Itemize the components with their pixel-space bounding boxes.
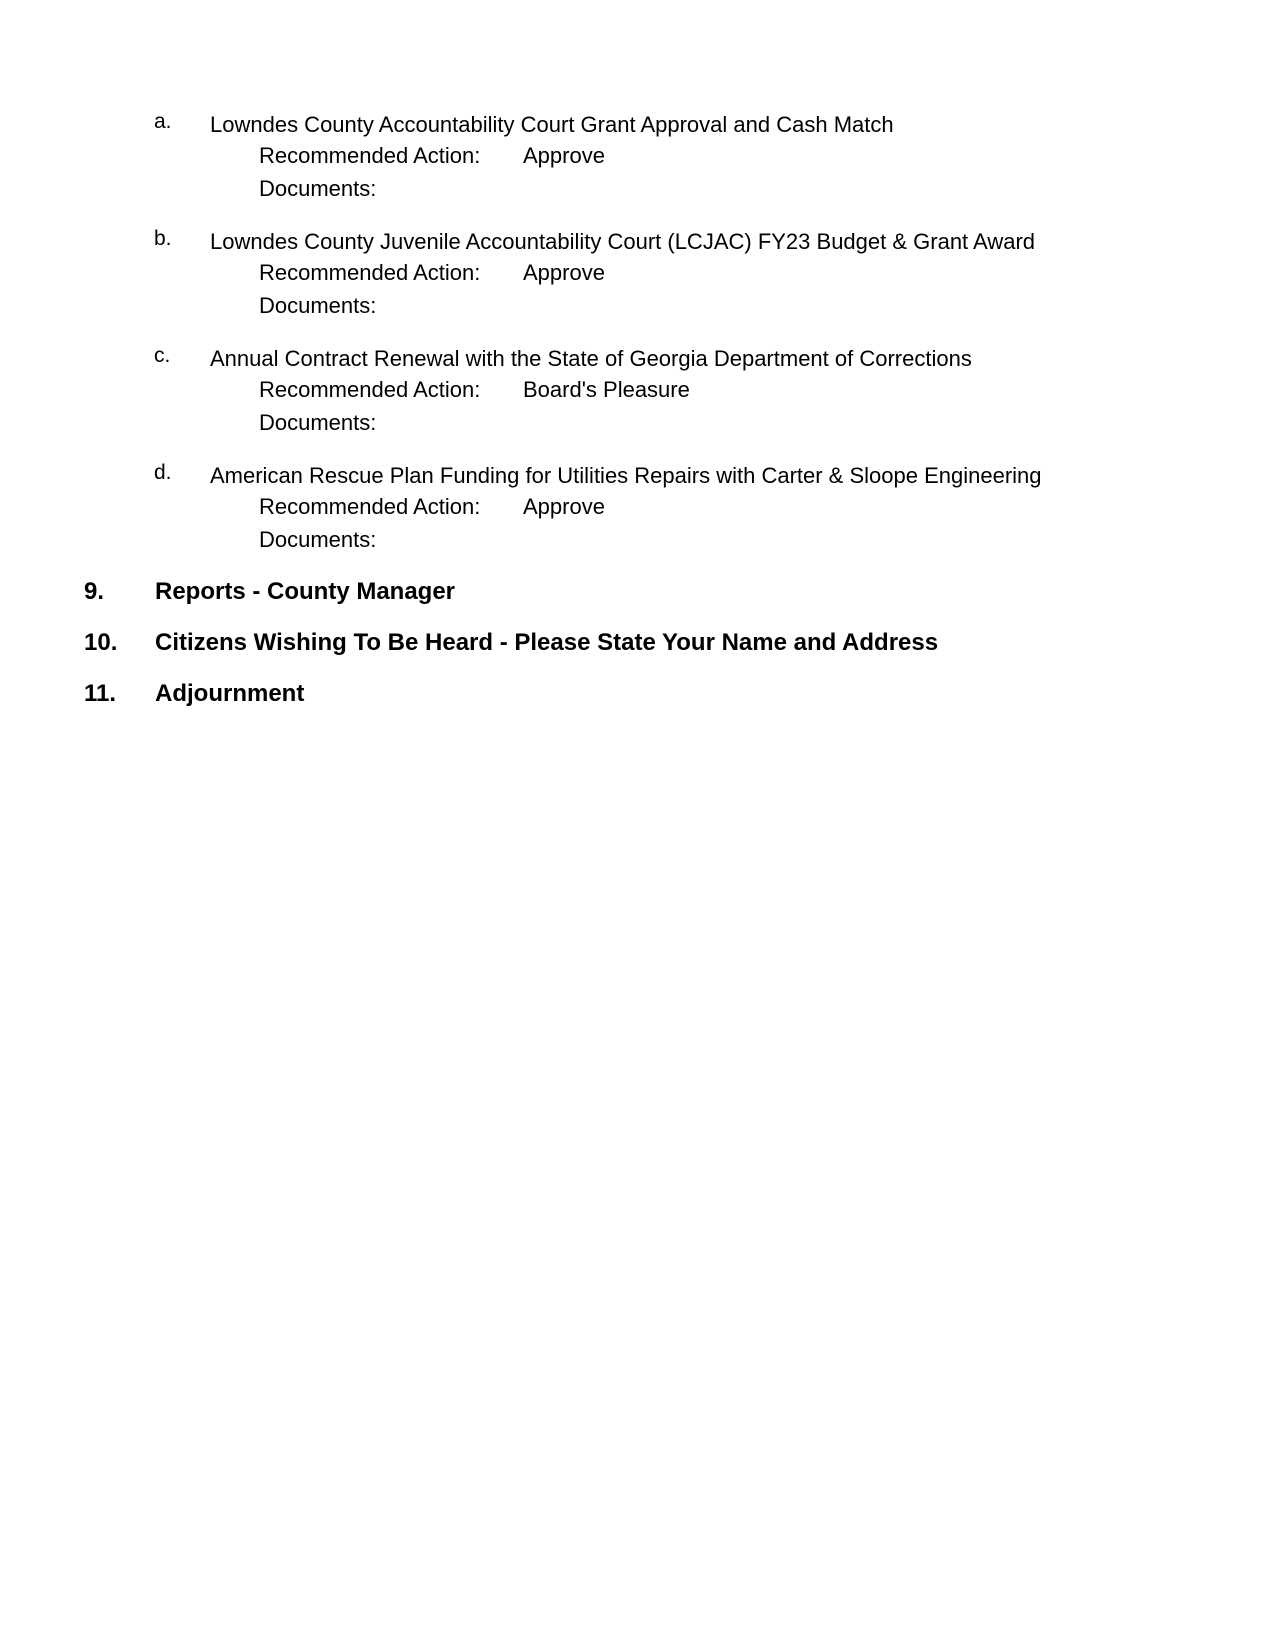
documents-label: Documents: — [259, 410, 377, 435]
recommended-action-row — [259, 260, 605, 285]
subitem-title: Lowndes County Accountability Court Grant Approval and Cash Match — [210, 112, 894, 137]
subitem-title: Lowndes County Juvenile Accountability Court (LCJAC) FY23 Budget & Grant Award — [210, 229, 1036, 254]
recommended-action-label: Recommended Action: — [259, 377, 481, 402]
recommended-action-label: Recommended Action: — [259, 143, 481, 168]
recommended-action-row — [259, 143, 605, 168]
agenda-item-number: 10. — [84, 629, 118, 656]
documents-row — [259, 294, 376, 318]
recommended-action-value: Board's Pleasure — [523, 377, 690, 402]
documents-row — [259, 411, 376, 435]
subitem-letter: a. — [154, 110, 172, 133]
recommended-action-value: Approve — [523, 143, 605, 168]
documents-row — [259, 177, 376, 201]
agenda-item-number: 11. — [84, 680, 117, 707]
subitem-letter: d. — [154, 461, 172, 484]
agenda-item-title: Adjournment — [155, 680, 305, 707]
subitem-title: American Rescue Plan Funding for Utilities Repairs with Carter & Sloope Engineering — [210, 463, 1042, 488]
subitem-title: Annual Contract Renewal with the State of Georgia Department of Corrections — [210, 346, 972, 371]
documents-row — [259, 528, 376, 552]
agenda-item-number: 9. — [84, 578, 105, 605]
recommended-action-row — [259, 377, 690, 402]
documents-label: Documents: — [259, 293, 377, 318]
documents-label: Documents: — [259, 176, 377, 201]
recommended-action-value: Approve — [523, 260, 605, 285]
agenda-item-title: Reports - County Manager — [155, 578, 456, 605]
recommended-action-label: Recommended Action: — [259, 494, 481, 519]
recommended-action-row — [259, 494, 605, 519]
agenda-item-title: Citizens Wishing To Be Heard - Please State Your Name and Address — [155, 629, 939, 656]
recommended-action-value: Approve — [523, 494, 605, 519]
subitem-letter: c. — [154, 344, 171, 367]
subitem-letter: b. — [154, 227, 172, 250]
recommended-action-label: Recommended Action: — [259, 260, 481, 285]
documents-label: Documents: — [259, 527, 377, 552]
